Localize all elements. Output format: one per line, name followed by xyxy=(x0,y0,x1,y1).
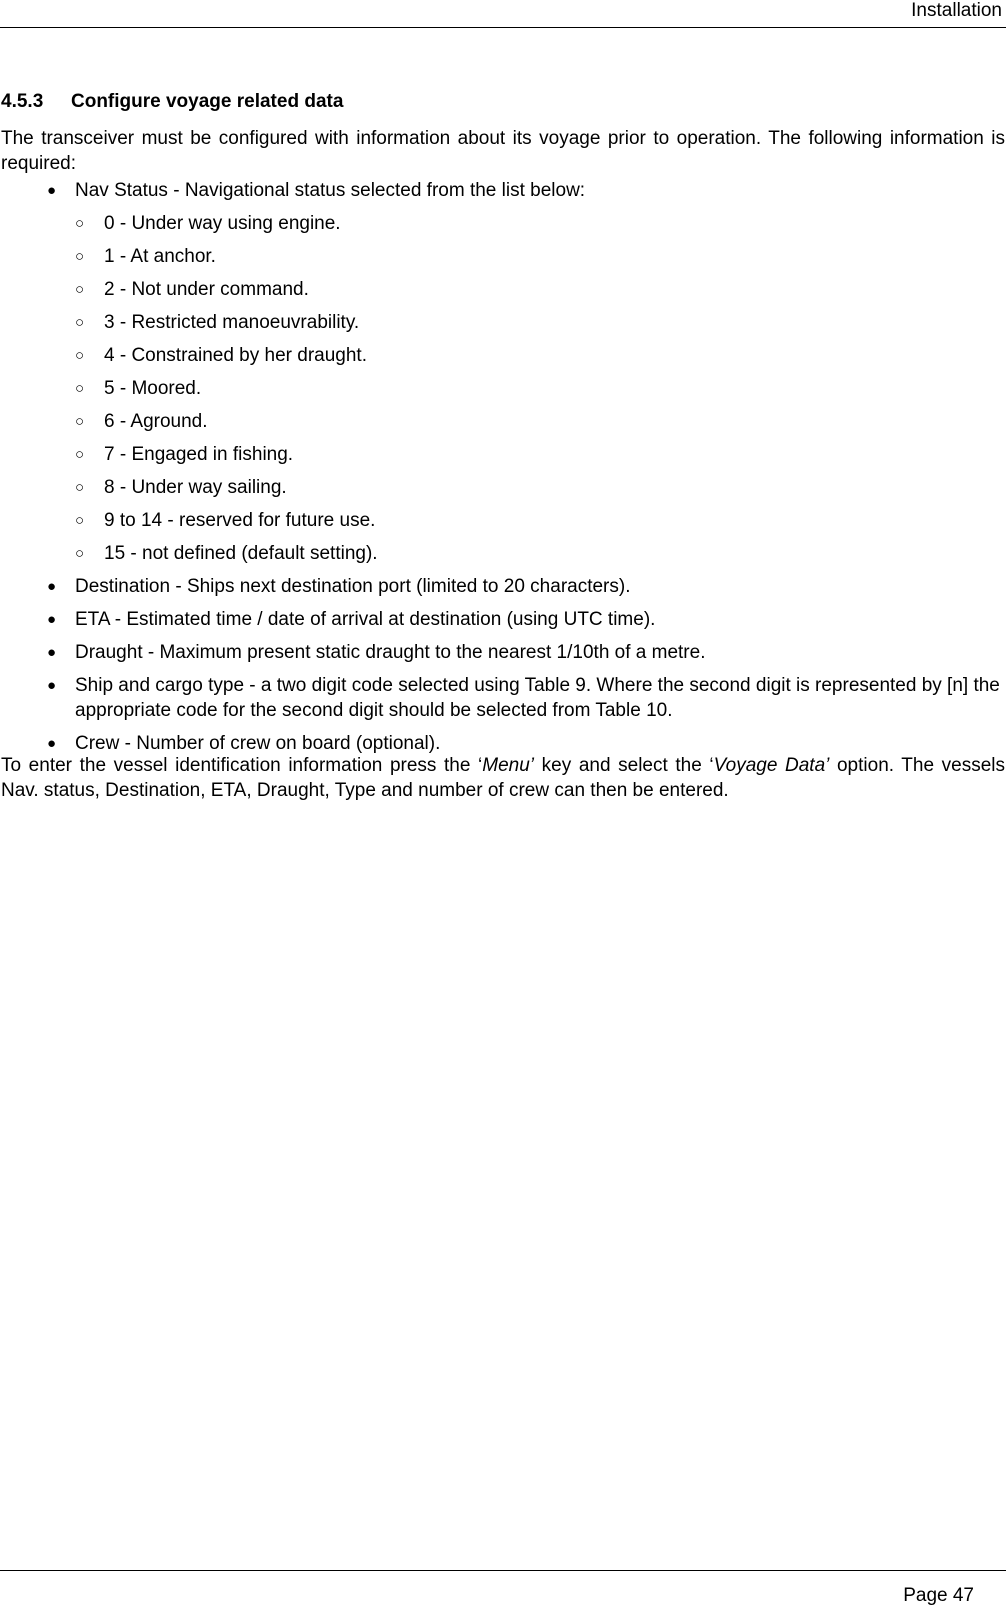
sub-bullet-marker: ○ xyxy=(75,281,85,298)
intro-paragraph: The transceiver must be configured with information about its voyage prior to operation. The following information is required: xyxy=(1,128,1005,174)
list-item-ship-type xyxy=(47,673,1002,723)
voyage-data-option-name: Voyage Data’ xyxy=(713,755,830,776)
list-item-text: Destination - Ships next destination port (limited to 20 characters). xyxy=(75,576,631,597)
nav-status-option xyxy=(75,244,216,269)
nav-status-option-text: 0 - Under way using engine. xyxy=(104,213,341,234)
nav-status-option-text: 7 - Engaged in fishing. xyxy=(104,444,294,465)
list-item-text: Nav Status - Navigational status selected from the list below: xyxy=(75,180,586,201)
closing-paragraph xyxy=(1,753,1005,803)
nav-status-option-text: 3 - Restricted manoeuvrability. xyxy=(104,312,360,333)
list-item-eta xyxy=(47,607,655,632)
section-number: 4.5.3 xyxy=(1,91,44,112)
nav-status-option xyxy=(75,376,201,401)
list-item-text: Crew - Number of crew on board (optional). xyxy=(75,733,441,754)
header-divider xyxy=(0,27,1006,28)
sub-bullet-marker: ○ xyxy=(75,479,85,496)
bullet-marker: ● xyxy=(47,578,57,595)
nav-status-option xyxy=(75,508,375,533)
nav-status-option xyxy=(75,343,367,368)
list-item-draught xyxy=(47,640,705,665)
list-item-nav-status xyxy=(47,178,585,203)
list-item-destination xyxy=(47,574,631,599)
list-item-text: ETA - Estimated time / date of arrival at destination (using UTC time). xyxy=(75,609,656,630)
bullet-marker: ● xyxy=(47,735,57,752)
sub-bullet-marker: ○ xyxy=(75,446,85,463)
list-item-text: Ship and cargo type - a two digit code selected using Table 9. Where the second digit is represented by [n] the appropriate code for the second digit should be selected from Table 10. xyxy=(75,675,1000,721)
sub-bullet-marker: ○ xyxy=(75,347,85,364)
sub-bullet-marker: ○ xyxy=(75,413,85,430)
nav-status-option-text: 4 - Constrained by her draught. xyxy=(104,345,367,366)
nav-status-option xyxy=(75,541,378,566)
nav-status-option-text: 15 - not defined (default setting). xyxy=(104,543,378,564)
nav-status-option xyxy=(75,442,293,467)
running-header: Installation xyxy=(911,0,1002,21)
bullet-marker: ● xyxy=(47,182,57,199)
bullet-marker: ● xyxy=(47,644,57,661)
section-heading xyxy=(1,91,343,113)
sub-bullet-marker: ○ xyxy=(75,545,85,562)
footer-divider xyxy=(0,1570,1006,1571)
menu-key-name: Menu’ xyxy=(482,755,535,776)
list-item-text: Draught - Maximum present static draught to the nearest 1/10th of a metre. xyxy=(75,642,706,663)
nav-status-option-text: 9 to 14 - reserved for future use. xyxy=(104,510,376,531)
nav-status-option xyxy=(75,211,341,236)
sub-bullet-marker: ○ xyxy=(75,512,85,529)
sub-bullet-marker: ○ xyxy=(75,248,85,265)
closing-text: key and select the ‘ xyxy=(534,755,714,776)
closing-text: option. The vessels Nav. status, Destination, ETA, Draught, Type and number of crew can then be entered. xyxy=(1,755,1006,801)
page-number: Page 47 xyxy=(903,1585,974,1606)
sub-bullet-marker: ○ xyxy=(75,215,85,232)
nav-status-option-text: 6 - Aground. xyxy=(104,411,208,432)
section-title: Configure voyage related data xyxy=(71,91,344,112)
bullet-marker: ● xyxy=(47,677,57,694)
sub-bullet-marker: ○ xyxy=(75,380,85,397)
closing-text: To enter the vessel identification information press the ‘ xyxy=(1,755,483,776)
nav-status-option-text: 2 - Not under command. xyxy=(104,279,309,300)
bullet-marker: ● xyxy=(47,611,57,628)
nav-status-option xyxy=(75,277,309,302)
nav-status-option xyxy=(75,475,287,500)
nav-status-option xyxy=(75,409,208,434)
nav-status-option-text: 8 - Under way sailing. xyxy=(104,477,287,498)
nav-status-option-text: 5 - Moored. xyxy=(104,378,202,399)
sub-bullet-marker: ○ xyxy=(75,314,85,331)
nav-status-option-text: 1 - At anchor. xyxy=(104,246,216,267)
nav-status-option xyxy=(75,310,359,335)
